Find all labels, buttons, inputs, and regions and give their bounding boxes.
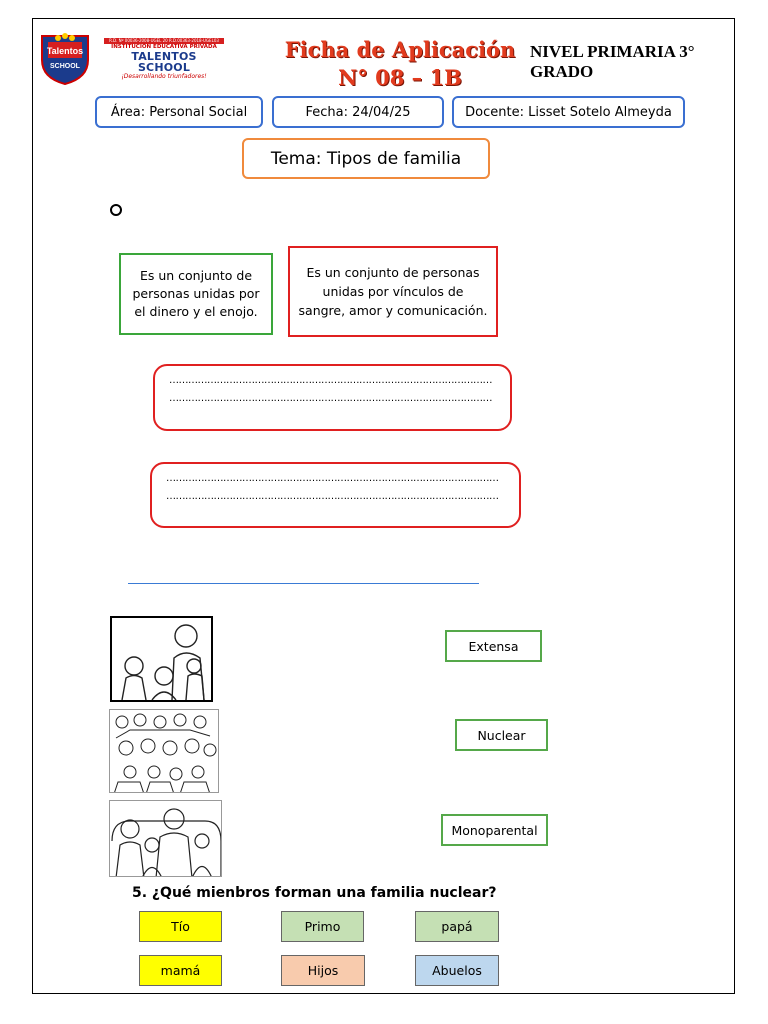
- extended-family-image[interactable]: [109, 709, 219, 793]
- school-name-block: [104, 38, 224, 80]
- answer-line: ……………………………………………………………………………………………: [166, 491, 499, 502]
- teacher-field: Docente: Lisset Sotelo Almeyda: [452, 96, 685, 128]
- school-motto: ¡Desarrollando triunfadores!: [121, 73, 207, 80]
- definition-red[interactable]: [288, 246, 498, 337]
- answer-line: ……………………………………………………………………………………………: [166, 473, 499, 484]
- definition-red-text: Es un conjunto de personas unidas por vínculos de sangre, amor y comunicación.: [298, 265, 488, 318]
- monoparental-family-image[interactable]: [110, 616, 213, 702]
- answer-line: …………………………………………………………………………………………: [169, 375, 492, 386]
- question-5: 5. ¿Qué mienbros forman una familia nuclear?: [132, 885, 497, 901]
- answer-box-2[interactable]: [150, 462, 521, 528]
- area-field: Área: Personal Social: [95, 96, 263, 128]
- school-name: TALENTOS SCHOOL: [131, 50, 197, 74]
- svg-text:Talentos: Talentos: [46, 46, 84, 56]
- school-logo: [38, 30, 92, 86]
- school-type: INSTITUCIÓN EDUCATIVA PRIVADA: [111, 44, 217, 50]
- grade-level: NIVEL PRIMARIA 3° GRADO: [530, 42, 695, 81]
- definition-green[interactable]: [119, 253, 273, 335]
- date-field: Fecha: 24/04/25: [272, 96, 444, 128]
- option-tio[interactable]: Tío: [139, 911, 222, 942]
- option-primo[interactable]: Primo: [281, 911, 364, 942]
- option-abuelos[interactable]: Abuelos: [415, 955, 499, 986]
- title-line-1: Ficha de Aplicación: [284, 37, 516, 62]
- tag-extensa[interactable]: Extensa: [445, 630, 542, 662]
- option-papa[interactable]: papá: [415, 911, 499, 942]
- option-hijos[interactable]: Hijos: [281, 955, 365, 986]
- definition-green-text: Es un conjunto de personas unidas por el dinero y el enojo.: [132, 268, 260, 319]
- circle-bullet-icon: [110, 204, 122, 216]
- nuclear-family-image[interactable]: [109, 800, 222, 877]
- answer-box-1[interactable]: [153, 364, 512, 431]
- topic-box: Tema: Tipos de familia: [242, 138, 490, 179]
- blue-answer-line[interactable]: [128, 583, 479, 584]
- svg-text:SCHOOL: SCHOOL: [50, 63, 80, 70]
- worksheet-title: [268, 36, 532, 92]
- option-mama[interactable]: mamá: [139, 955, 222, 986]
- school-resolution: R.D. Nº 00036-2008-UGEL 20 R.D.00363-2018-UGEL03: [104, 38, 224, 44]
- tag-monoparental[interactable]: Monoparental: [441, 814, 548, 846]
- tag-nuclear[interactable]: Nuclear: [455, 719, 548, 751]
- title-line-2: N° 08 – 1B: [338, 65, 462, 90]
- answer-line: …………………………………………………………………………………………: [169, 393, 492, 404]
